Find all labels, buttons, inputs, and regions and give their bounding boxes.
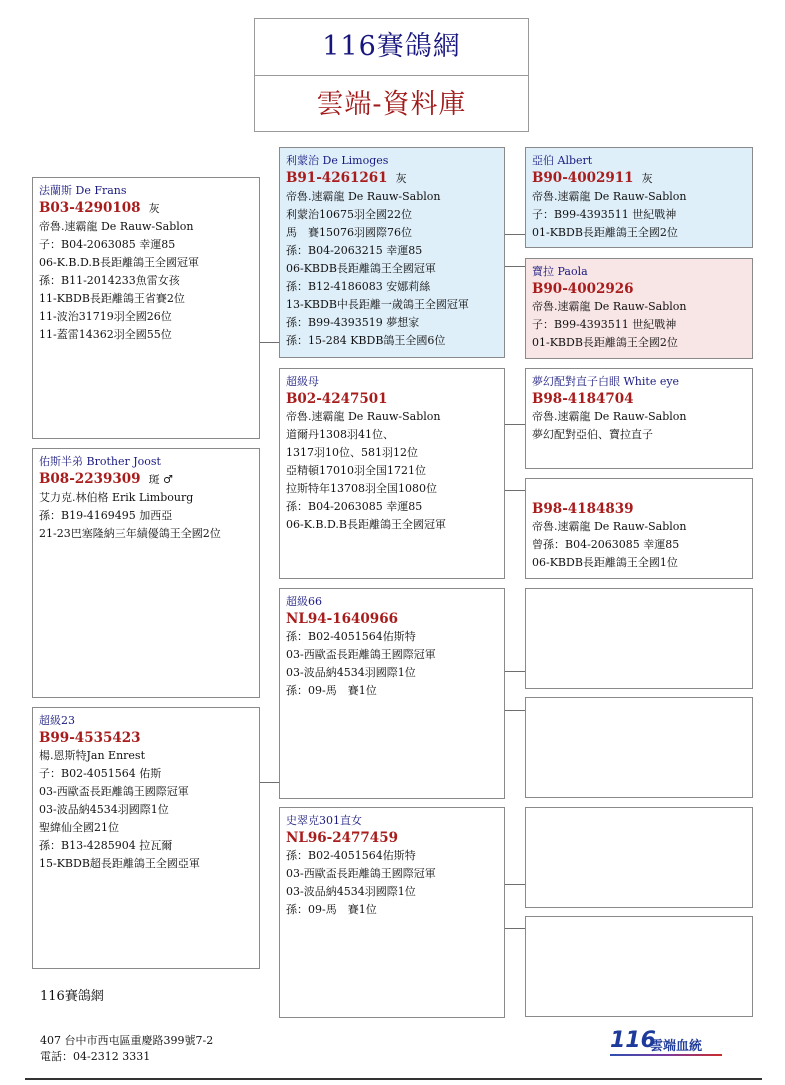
gsire2-ring: NL94-1640966 xyxy=(286,611,398,627)
gdam2-line: 03-波品納4534羽國際1位 xyxy=(286,885,416,898)
gdam1-ring: B02-4247501 xyxy=(286,391,388,407)
ggsire1-line: 帝魯.速霸龍 De Rauw-Sablon xyxy=(532,190,687,203)
ggdam2-name xyxy=(532,484,746,500)
gsire2-line: 03-西歐盃長距離鴿王國際冠軍 xyxy=(286,648,436,661)
ggsire1-line: 子：B99-4393511 世紀戰神 xyxy=(532,208,677,221)
ggsire1-name: 亞伯 Albert xyxy=(532,154,593,167)
gdam2-card[interactable] xyxy=(279,807,505,1018)
sire-line: 11-蓋雷14362羽全國55位 xyxy=(39,328,172,341)
gdam1-line: 帝魯.速霸龍 De Rauw-Sablon xyxy=(286,410,441,423)
connector xyxy=(504,710,525,711)
sire-line: 子：B04-2063085 幸運85 xyxy=(39,238,176,251)
gsire1-line: 孫：B99-4393519 夢想家 xyxy=(286,316,420,329)
sire-line: 11-波治31719羽全國26位 xyxy=(39,310,172,323)
sire-color: 灰 xyxy=(148,202,160,215)
ggsire2-card[interactable] xyxy=(525,368,753,469)
gdam2-name: 史翠克301直女 xyxy=(286,814,362,827)
sire-ring: B03-4290108 灰 xyxy=(39,200,160,216)
gsire1-line: 帝魯.速霸龍 De Rauw-Sablon xyxy=(286,190,441,203)
gdam2-line: 孫：09-馬 賽1位 xyxy=(286,903,377,916)
ggsire1-card[interactable] xyxy=(525,147,753,248)
dam2-line: 聖緯仙全國21位 xyxy=(39,821,119,834)
sire-name: 法蘭斯 De Frans xyxy=(39,184,127,197)
sire-line: 06-K.B.D.B長距離鴿王全國冠軍 xyxy=(39,256,200,269)
ggdam2-line: 帝魯.速霸龍 De Rauw-Sablon xyxy=(532,520,687,533)
ggdam1-line: 帝魯.速霸龍 De Rauw-Sablon xyxy=(532,300,687,313)
dam2-ring: B99-4535423 xyxy=(39,730,141,746)
ggdam1-name: 寶拉 Paola xyxy=(532,265,588,278)
dam2-line: 孫：B13-4285904 拉瓦爾 xyxy=(39,839,173,852)
cloud-pedigree-logo xyxy=(610,1028,722,1056)
dam-ring: B08-2239309 斑 ♂ xyxy=(39,471,173,487)
gsire2-line: 03-波品納4534羽國際1位 xyxy=(286,666,416,679)
sire-card[interactable] xyxy=(32,177,260,439)
gsire1-line: 孫：B04-2063215 幸運85 xyxy=(286,244,423,257)
gdam1-line: 06-K.B.D.B長距離鴿王全國冠軍 xyxy=(286,518,447,531)
sire-line: 孫：B11-2014233魚雷女孩 xyxy=(39,274,180,287)
dam2-name: 超級23 xyxy=(39,714,75,727)
footer-site-name: 116賽鴿網 xyxy=(40,989,104,1004)
ggdam1-line: 01-KBDB長距離鴿王全國2位 xyxy=(532,336,678,349)
gsire1-line: 馬 賽15076羽國際76位 xyxy=(286,226,412,239)
gsire1-ring: B91-4261261 灰 xyxy=(286,170,407,186)
gsire2-line: 孫：09-馬 賽1位 xyxy=(286,684,377,697)
connector xyxy=(504,884,525,885)
ggsire1-color: 灰 xyxy=(641,172,653,185)
ggdam1-ring: B90-4002926 xyxy=(532,281,634,297)
empty-card[interactable] xyxy=(525,916,753,1017)
ggdam1-line: 子：B99-4393511 世紀戰神 xyxy=(532,318,677,331)
gdam1-line: 孫：B04-2063085 幸運85 xyxy=(286,500,423,513)
ggsire2-line: 夢幻配對亞伯、寶拉直子 xyxy=(532,428,653,441)
connector xyxy=(259,342,280,343)
ggdam1-card[interactable] xyxy=(525,258,753,359)
ggdam2-line: 曾孫：B04-2063085 幸運85 xyxy=(532,538,680,551)
gsire1-color: 灰 xyxy=(395,172,407,185)
ggsire2-line: 帝魯.速霸龍 De Rauw-Sablon xyxy=(532,410,687,423)
gsire2-line: 孫：B02-4051564佑斯特 xyxy=(286,630,416,643)
database-subtitle: 雲端-資料庫 xyxy=(316,89,467,120)
gsire1-name: 利蒙治 De Limoges xyxy=(286,154,389,167)
dam-line: 艾力克.林伯格 Erik Limbourg xyxy=(39,491,194,504)
ggdam2-line: 06-KBDB長距離鴿王全國1位 xyxy=(532,556,678,569)
ggsire1-line: 01-KBDB長距離鴿王全國2位 xyxy=(532,226,678,239)
header-box xyxy=(254,18,529,132)
contact-block xyxy=(40,1033,213,1065)
dam2-line: 03-波品納4534羽國際1位 xyxy=(39,803,169,816)
gdam2-line: 孫：B02-4051564佑斯特 xyxy=(286,849,416,862)
gdam1-line: 1317羽10位、581羽12位 xyxy=(286,446,418,459)
ggsire1-ring: B90-4002911 灰 xyxy=(532,170,653,186)
ggdam2-ring: B98-4184839 xyxy=(532,501,634,517)
sire-line: 11-KBDB長距離鴿王省賽2位 xyxy=(39,292,185,305)
gsire2-card[interactable] xyxy=(279,588,505,799)
address-text: 407 台中市西屯區重慶路399號7-2 xyxy=(40,1034,214,1047)
logo-text: 雲端血統 xyxy=(650,1039,703,1054)
logo-number: 116 xyxy=(610,1028,656,1053)
dam-color: 斑 ♂ xyxy=(148,473,173,486)
dam2-card[interactable] xyxy=(32,707,260,969)
gsire1-line: 孫：15-284 KBDB鴿王全國6位 xyxy=(286,334,446,347)
connector xyxy=(504,928,525,929)
empty-card[interactable] xyxy=(525,588,753,689)
gsire1-line: 06-KBDB長距離鴿王全國冠軍 xyxy=(286,262,436,275)
empty-card[interactable] xyxy=(525,807,753,908)
gdam2-line: 03-西歐盃長距離鴿王國際冠軍 xyxy=(286,867,436,880)
bottom-divider xyxy=(25,1078,762,1080)
gdam1-line: 拉斯特年13708羽全国1080位 xyxy=(286,482,437,495)
dam-line: 21-23巴塞隆納三年績優鴿王全國2位 xyxy=(39,527,221,540)
ggsire2-ring: B98-4184704 xyxy=(532,391,634,407)
connector xyxy=(504,234,525,235)
site-title: 116賽鴿網 xyxy=(255,19,528,76)
connector xyxy=(504,490,525,491)
connector xyxy=(259,782,280,783)
dam2-line: 子：B02-4051564 佑斯 xyxy=(39,767,162,780)
connector xyxy=(504,266,525,267)
ggsire2-name: 夢幻配對直子白眼 White eye xyxy=(532,375,680,388)
dam2-line: 楊.恩斯特Jan Enrest xyxy=(39,749,145,762)
gdam2-ring: NL96-2477459 xyxy=(286,830,398,846)
connector xyxy=(504,424,525,425)
phone-text: 電話：04-2312 3331 xyxy=(40,1050,151,1063)
gdam1-name: 超級母 xyxy=(286,375,319,388)
connector xyxy=(504,671,525,672)
ggdam2-card[interactable] xyxy=(525,478,753,579)
gdam1-line: 亞精頓17010羽全国1721位 xyxy=(286,464,426,477)
empty-card[interactable] xyxy=(525,697,753,798)
dam-name: 佑斯半弟 Brother Joost xyxy=(39,455,161,468)
gsire1-line: 13-KBDB中長距離一歲鴿王全國冠軍 xyxy=(286,298,469,311)
gsire1-card[interactable] xyxy=(279,147,505,358)
sire-line: 帝魯.速霸龍 De Rauw-Sablon xyxy=(39,220,194,233)
dam-line: 孫：B19-4169495 加西亞 xyxy=(39,509,173,522)
gsire2-name: 超級66 xyxy=(286,595,322,608)
gsire1-line: 利蒙治10675羽全國22位 xyxy=(286,208,412,221)
gdam1-line: 道爾丹1308羽41位、 xyxy=(286,428,394,441)
gdam1-card[interactable] xyxy=(279,368,505,579)
logo-underline xyxy=(610,1054,722,1056)
dam-card[interactable] xyxy=(32,448,260,698)
gsire1-line: 孫：B12-4186083 安娜莉絲 xyxy=(286,280,431,293)
dam2-line: 15-KBDB超長距離鴿王全國亞軍 xyxy=(39,857,200,870)
dam2-line: 03-西歐盃長距離鴿王國際冠軍 xyxy=(39,785,189,798)
